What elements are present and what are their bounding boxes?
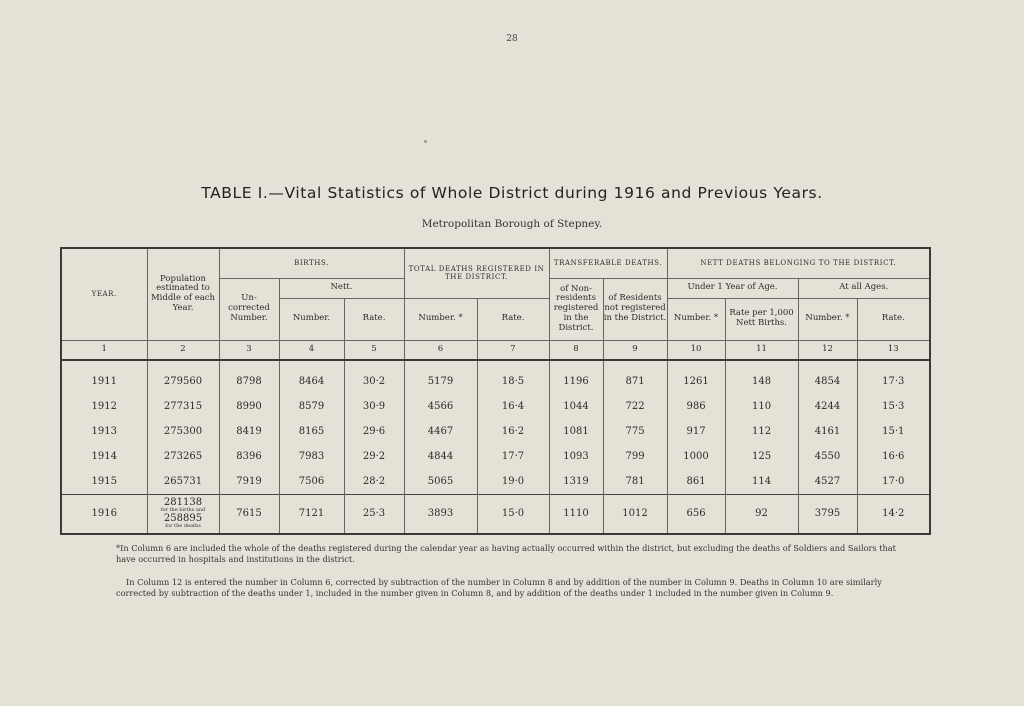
header-population: Population estimated to Middle of each Year. bbox=[147, 248, 219, 340]
cell-births-rate: 29·2 bbox=[344, 444, 404, 469]
cell-year: 1915 bbox=[61, 469, 147, 495]
header-births-number: Number. bbox=[279, 298, 344, 340]
cell-deaths-rate: 16·2 bbox=[477, 419, 549, 444]
cell-residents: 775 bbox=[603, 419, 667, 444]
cell-residents: 871 bbox=[603, 360, 667, 394]
cell-births-nett: 7983 bbox=[279, 444, 344, 469]
cell-deaths-number: 4467 bbox=[404, 419, 477, 444]
cell-births-uncorrected: 8990 bbox=[219, 394, 279, 419]
cell-deaths-rate: 19·0 bbox=[477, 469, 549, 495]
cell-under1-rate: 148 bbox=[725, 360, 798, 394]
cell-residents: 1012 bbox=[603, 494, 667, 534]
cell-deaths-rate: 16·4 bbox=[477, 394, 549, 419]
cell-population: 265731 bbox=[147, 469, 219, 495]
cell-under1-number: 656 bbox=[667, 494, 725, 534]
cell-births-nett: 7506 bbox=[279, 469, 344, 495]
cell-all-number: 4161 bbox=[798, 419, 857, 444]
header-under-1: Under 1 Year of Age. bbox=[667, 278, 798, 298]
cell-deaths-rate: 15·0 bbox=[477, 494, 549, 534]
cell-under1-rate: 110 bbox=[725, 394, 798, 419]
cell-population: 273265 bbox=[147, 444, 219, 469]
header-nett-deaths: NETT DEATHS BELONGING TO THE DISTRICT. bbox=[667, 248, 930, 278]
cell-all-number: 4244 bbox=[798, 394, 857, 419]
cell-non-residents: 1110 bbox=[549, 494, 603, 534]
cell-all-rate: 15·3 bbox=[857, 394, 930, 419]
cell-non-residents: 1081 bbox=[549, 419, 603, 444]
cell-all-rate: 16·6 bbox=[857, 444, 930, 469]
table-row bbox=[61, 394, 930, 419]
population-deaths-note: for the deaths bbox=[165, 523, 201, 529]
cell-deaths-rate: 18·5 bbox=[477, 360, 549, 394]
cell-population-1916 bbox=[147, 494, 219, 534]
cell-births-uncorrected: 7615 bbox=[219, 494, 279, 534]
cell-non-residents: 1093 bbox=[549, 444, 603, 469]
header-residents: of Residents not registered in the District. bbox=[603, 278, 667, 340]
header-deaths-rate: Rate. bbox=[477, 298, 549, 340]
header-all-ages: At all Ages. bbox=[798, 278, 930, 298]
table-row bbox=[61, 444, 930, 469]
header-births-rate: Rate. bbox=[344, 298, 404, 340]
footnote-text: *In Column 6 are included the whole of the deaths registered during the calendar year as having actually occurred within the district, but excluding the deaths of Soldiers and Sailors that have occurred in hospitals and institutions in the district. bbox=[116, 543, 896, 565]
cell-births-rate: 25·3 bbox=[344, 494, 404, 534]
header-nett: Nett. bbox=[279, 278, 404, 298]
cell-non-residents: 1319 bbox=[549, 469, 603, 495]
cell-under1-number: 917 bbox=[667, 419, 725, 444]
header-year: YEAR. bbox=[61, 248, 147, 340]
cell-under1-rate: 114 bbox=[725, 469, 798, 495]
cell-births-uncorrected: 8396 bbox=[219, 444, 279, 469]
paper-speck bbox=[424, 140, 427, 143]
cell-year: 1913 bbox=[61, 419, 147, 444]
cell-all-number: 4854 bbox=[798, 360, 857, 394]
column-number: 3 bbox=[219, 340, 279, 360]
cell-deaths-rate: 17·7 bbox=[477, 444, 549, 469]
table-row bbox=[61, 360, 930, 394]
cell-births-nett: 8579 bbox=[279, 394, 344, 419]
column-number: 7 bbox=[477, 340, 549, 360]
header-non-residents: of Non- residents registered in the District. bbox=[549, 278, 603, 340]
cell-under1-rate: 112 bbox=[725, 419, 798, 444]
column-number: 1 bbox=[61, 340, 147, 360]
cell-under1-rate: 125 bbox=[725, 444, 798, 469]
cell-deaths-number: 4566 bbox=[404, 394, 477, 419]
column-number: 9 bbox=[603, 340, 667, 360]
header-under1-number: Number. * bbox=[667, 298, 725, 340]
cell-all-number: 3795 bbox=[798, 494, 857, 534]
cell-deaths-number: 4844 bbox=[404, 444, 477, 469]
column-number: 11 bbox=[725, 340, 798, 360]
column-number: 13 bbox=[857, 340, 930, 360]
cell-births-rate: 30·9 bbox=[344, 394, 404, 419]
column-numbers-row bbox=[61, 340, 930, 360]
table-row bbox=[61, 469, 930, 495]
cell-under1-number: 861 bbox=[667, 469, 725, 495]
cell-births-uncorrected: 7919 bbox=[219, 469, 279, 495]
footnote-column-12 bbox=[116, 577, 906, 599]
population-births-note: for the births and bbox=[160, 507, 206, 514]
cell-under1-rate: 92 bbox=[725, 494, 798, 534]
header-all-rate: Rate. bbox=[857, 298, 930, 340]
cell-under1-number: 1261 bbox=[667, 360, 725, 394]
population-births-value: 281138 bbox=[163, 496, 203, 508]
cell-population: 275300 bbox=[147, 419, 219, 444]
cell-births-nett: 8464 bbox=[279, 360, 344, 394]
cell-residents: 781 bbox=[603, 469, 667, 495]
table-row bbox=[61, 419, 930, 444]
population-deaths-value: 258895 bbox=[163, 512, 203, 524]
footnote-text: In Column 12 is entered the number in Column 6, corrected by subtraction of the number in Column 8 and by addition of the number in Column 9. Deaths in Column 10 are similarly corrected by subtraction of the deaths under 1, included in the number given in Column 8, and by addition of the deaths under 1 included in the number given in Column 9. bbox=[116, 577, 882, 599]
cell-residents: 799 bbox=[603, 444, 667, 469]
cell-births-uncorrected: 8419 bbox=[219, 419, 279, 444]
column-number: 4 bbox=[279, 340, 344, 360]
cell-all-rate: 17·0 bbox=[857, 469, 930, 495]
table-title: TABLE I.—Vital Statistics of Whole District during 1916 and Previous Years. bbox=[201, 184, 823, 202]
cell-year: 1914 bbox=[61, 444, 147, 469]
cell-births-nett: 8165 bbox=[279, 419, 344, 444]
cell-all-rate: 15·1 bbox=[857, 419, 930, 444]
header-deaths-number: Number. * bbox=[404, 298, 477, 340]
cell-deaths-number: 3893 bbox=[404, 494, 477, 534]
cell-population: 277315 bbox=[147, 394, 219, 419]
cell-deaths-number: 5179 bbox=[404, 360, 477, 394]
table-row-1916 bbox=[61, 494, 930, 534]
cell-births-uncorrected: 8798 bbox=[219, 360, 279, 394]
cell-births-rate: 30·2 bbox=[344, 360, 404, 394]
header-total-deaths: TOTAL DEATHS REGISTERED IN THE DISTRICT. bbox=[404, 248, 549, 298]
cell-births-nett: 7121 bbox=[279, 494, 344, 534]
column-number: 10 bbox=[667, 340, 725, 360]
footnote-column-6 bbox=[116, 543, 906, 565]
cell-births-rate: 28·2 bbox=[344, 469, 404, 495]
cell-residents: 722 bbox=[603, 394, 667, 419]
cell-all-number: 4527 bbox=[798, 469, 857, 495]
cell-all-rate: 17·3 bbox=[857, 360, 930, 394]
cell-all-number: 4550 bbox=[798, 444, 857, 469]
cell-under1-number: 986 bbox=[667, 394, 725, 419]
column-number: 5 bbox=[344, 340, 404, 360]
cell-non-residents: 1044 bbox=[549, 394, 603, 419]
column-number: 6 bbox=[404, 340, 477, 360]
cell-all-rate: 14·2 bbox=[857, 494, 930, 534]
cell-under1-number: 1000 bbox=[667, 444, 725, 469]
header-transferable-deaths: TRANSFERABLE DEATHS. bbox=[549, 248, 667, 278]
cell-deaths-number: 5065 bbox=[404, 469, 477, 495]
cell-year: 1911 bbox=[61, 360, 147, 394]
cell-non-residents: 1196 bbox=[549, 360, 603, 394]
table-subtitle: Metropolitan Borough of Stepney. bbox=[421, 218, 603, 230]
column-number: 8 bbox=[549, 340, 603, 360]
column-number: 12 bbox=[798, 340, 857, 360]
vital-statistics-table bbox=[60, 247, 931, 535]
header-under1-rate: Rate per 1,000 Nett Births. bbox=[725, 298, 798, 340]
column-number: 2 bbox=[147, 340, 219, 360]
header-uncorrected-number: Un- corrected Number. bbox=[219, 278, 279, 340]
header-all-number: Number. * bbox=[798, 298, 857, 340]
page-number: 28 bbox=[506, 34, 518, 44]
cell-births-rate: 29·6 bbox=[344, 419, 404, 444]
cell-year: 1912 bbox=[61, 394, 147, 419]
header-births: BIRTHS. bbox=[219, 248, 404, 278]
cell-year: 1916 bbox=[61, 494, 147, 534]
cell-population: 279560 bbox=[147, 360, 219, 394]
